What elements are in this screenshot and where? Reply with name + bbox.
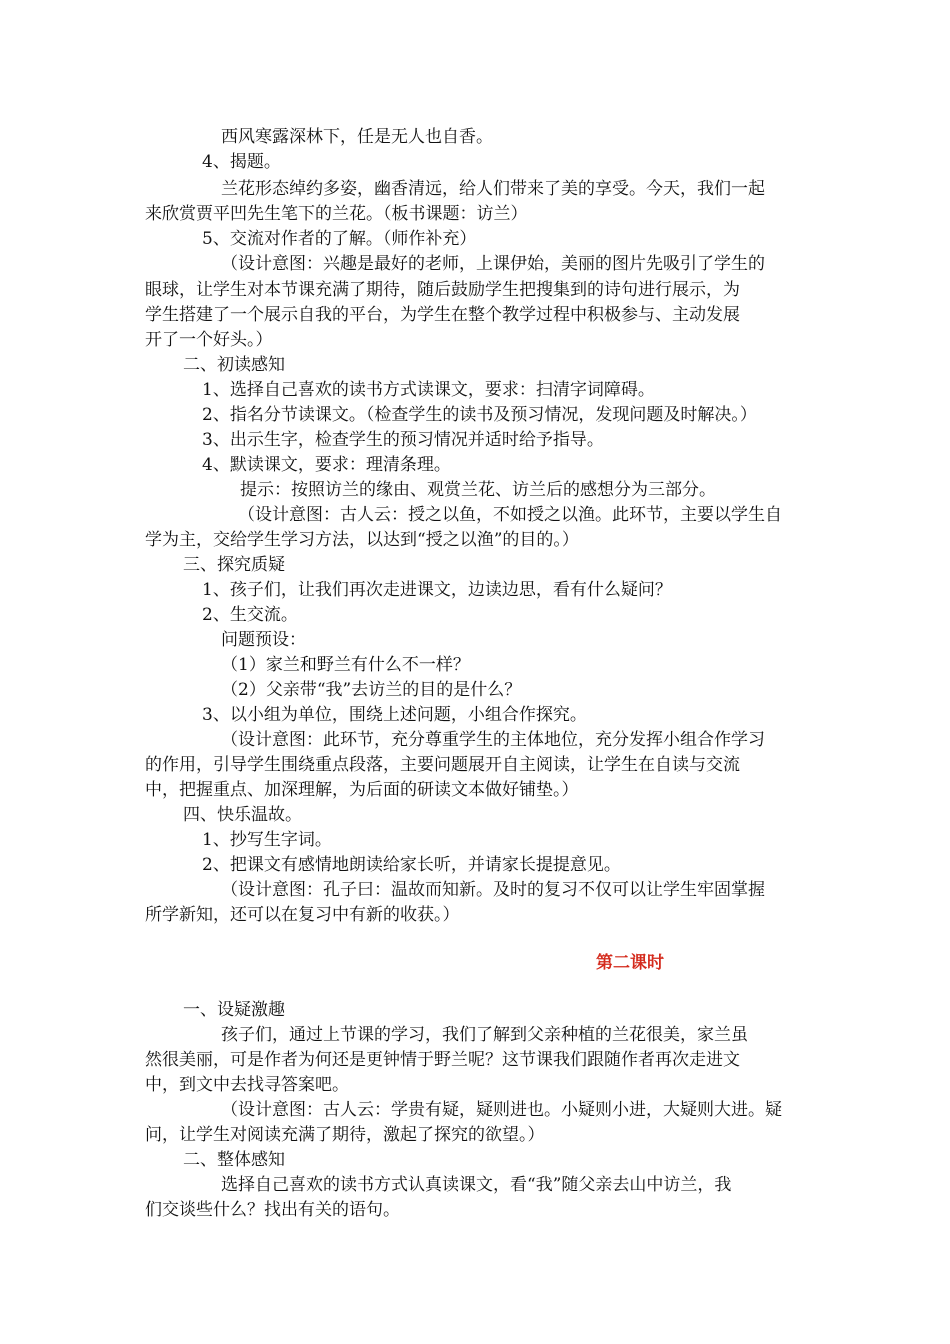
section-heading: 二、整体感知 <box>183 1150 285 1170</box>
text-line: 兰花形态绰约多姿，幽香清远，给人们带来了美的享受。今天，我们一起 <box>221 179 765 199</box>
text-line: 2、把课文有感情地朗读给家长听，并请家长提提意见。 <box>202 855 621 875</box>
text-line: 所学新知，还可以在复习中有新的收获。） <box>145 905 460 925</box>
text-line: （设计意图：兴趣是最好的老师，上课伊始，美丽的图片先吸引了学生的 <box>221 254 765 274</box>
text-line: 西风寒露深林下，任是无人也自香。 <box>221 127 493 147</box>
section-heading: 三、探究质疑 <box>183 555 285 575</box>
text-line: 5、交流对作者的了解。（师作补充） <box>202 229 477 249</box>
lesson-title: 第二课时 <box>596 953 664 973</box>
text-line: 学生搭建了一个展示自我的平台，为学生在整个教学过程中积极参与、主动发展 <box>145 305 740 325</box>
text-line: （设计意图：此环节，充分尊重学生的主体地位，充分发挥小组合作学习 <box>221 730 765 750</box>
text-line: 3、出示生字，检查学生的预习情况并适时给予指导。 <box>202 430 604 450</box>
text-line: （设计意图：古人云：授之以鱼，不如授之以渔。此环节，主要以学生自 <box>238 505 782 525</box>
text-line: 来欣赏贾平凹先生笔下的兰花。（板书课题：访兰） <box>145 204 528 224</box>
text-line: （设计意图：孔子曰：温故而知新。及时的复习不仅可以让学生牢固掌握 <box>221 880 765 900</box>
text-line: 问题预设： <box>221 630 306 650</box>
text-line: 孩子们，通过上节课的学习，我们了解到父亲种植的兰花很美，家兰虽 <box>221 1025 748 1045</box>
text-line: 的作用，引导学生围绕重点段落，主要问题展开自主阅读，让学生在自读与交流 <box>145 755 740 775</box>
text-line: 1、选择自己喜欢的读书方式读课文，要求：扫清字词障碍。 <box>202 380 655 400</box>
text-line: 眼球，让学生对本节课充满了期待，随后鼓励学生把搜集到的诗句进行展示，为 <box>145 280 740 300</box>
text-line: 1、孩子们，让我们再次走进课文，边读边思，看有什么疑问？ <box>202 580 672 600</box>
text-line: 选择自己喜欢的读书方式认真读课文，看“我”随父亲去山中访兰，我 <box>221 1175 732 1195</box>
text-line: 2、生交流。 <box>202 605 298 625</box>
text-line: 学为主，交给学生学习方法，以达到“授之以渔”的目的。） <box>145 530 579 550</box>
text-line: （1）家兰和野兰有什么不一样？ <box>221 655 470 675</box>
text-line: 们交谈些什么？找出有关的语句。 <box>145 1200 400 1220</box>
section-heading: 四、快乐温故。 <box>183 805 302 825</box>
text-line: 然很美丽，可是作者为何还是更钟情于野兰呢？这节课我们跟随作者再次走进文 <box>145 1050 740 1070</box>
text-line: 1、抄写生字词。 <box>202 830 332 850</box>
text-line: 中，到文中去找寻答案吧。 <box>145 1075 349 1095</box>
text-line: 提示：按照访兰的缘由、观赏兰花、访兰后的感想分为三部分。 <box>240 480 716 500</box>
text-line: 3、以小组为单位，围绕上述问题，小组合作探究。 <box>202 705 587 725</box>
text-line: 开了一个好头。） <box>145 330 273 350</box>
text-line: 4、默读课文，要求：理清条理。 <box>202 455 451 475</box>
text-line: （2）父亲带“我”去访兰的目的是什么？ <box>221 680 522 700</box>
section-heading: 二、初读感知 <box>183 355 285 375</box>
text-line: 4、揭题。 <box>202 152 281 172</box>
text-line: 中，把握重点、加深理解，为后面的研读文本做好铺垫。） <box>145 780 579 800</box>
text-line: 2、指名分节读课文。（检查学生的读书及预习情况，发现问题及时解决。） <box>202 405 757 425</box>
text-line: （设计意图：古人云：学贵有疑，疑则进也。小疑则小进，大疑则大进。疑 <box>221 1100 782 1120</box>
section-heading: 一、设疑激趣 <box>183 1000 285 1020</box>
text-line: 问，让学生对阅读充满了期待，激起了探究的欲望。） <box>145 1125 545 1145</box>
